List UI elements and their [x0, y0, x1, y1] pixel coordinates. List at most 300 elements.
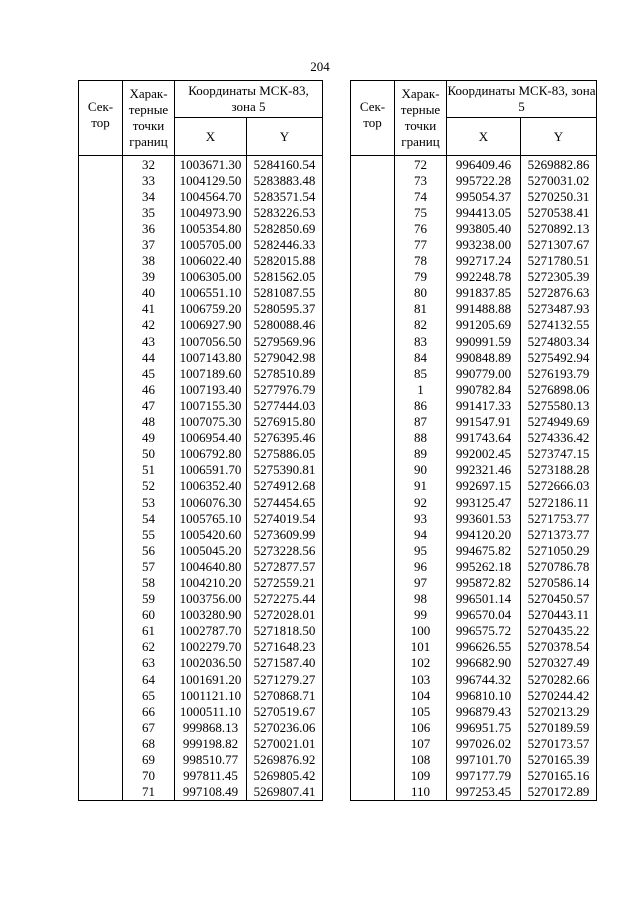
point-header: Харак-терные точки границ: [395, 81, 447, 156]
sector-cell: [79, 317, 123, 333]
table-row: [79, 430, 323, 446]
y-cell: 5270165.16: [521, 768, 597, 784]
table-row: [79, 269, 323, 285]
y-cell: 5270172.89: [521, 784, 597, 801]
point-cell: 65: [123, 687, 175, 703]
point-cell: 55: [123, 526, 175, 542]
table-row: [79, 768, 323, 784]
y-cell: 5284160.54: [247, 156, 323, 173]
x-cell: 992321.46: [447, 462, 521, 478]
table-row: [79, 671, 323, 687]
x-cell: 1006759.20: [175, 301, 247, 317]
table-row: [351, 188, 597, 204]
sector-cell: [351, 381, 395, 397]
point-cell: 92: [395, 494, 447, 510]
table-row: [351, 446, 597, 462]
y-cell: 5273188.28: [521, 462, 597, 478]
sector-cell: [351, 623, 395, 639]
y-cell: 5281087.55: [247, 285, 323, 301]
point-cell: 81: [395, 301, 447, 317]
point-cell: 38: [123, 253, 175, 269]
point-cell: 53: [123, 494, 175, 510]
y-cell: 5274803.34: [521, 333, 597, 349]
y-cell: 5269876.92: [247, 751, 323, 767]
table-row: [351, 687, 597, 703]
y-cell: 5269807.41: [247, 784, 323, 801]
table-row: [351, 397, 597, 413]
y-cell: 5275492.94: [521, 349, 597, 365]
sector-cell: [79, 768, 123, 784]
point-cell: 89: [395, 446, 447, 462]
table-row: [351, 156, 597, 173]
table-row: [351, 220, 597, 236]
x-cell: 996744.32: [447, 671, 521, 687]
table-row: [79, 719, 323, 735]
table-row: [79, 285, 323, 301]
x-cell: 1007056.50: [175, 333, 247, 349]
point-cell: 56: [123, 542, 175, 558]
x-cell: 990782.84: [447, 381, 521, 397]
sector-cell: [351, 301, 395, 317]
point-header: Харак-терные точки границ: [123, 81, 175, 156]
y-cell: 5270031.02: [521, 172, 597, 188]
sector-cell: [351, 751, 395, 767]
sector-cell: [351, 655, 395, 671]
sector-cell: [79, 639, 123, 655]
sector-cell: [79, 156, 123, 173]
table-row: [79, 446, 323, 462]
x-cell: 1007143.80: [175, 349, 247, 365]
x-cell: 1003280.90: [175, 607, 247, 623]
table-row: [79, 591, 323, 607]
table-row: [79, 542, 323, 558]
point-cell: 86: [395, 397, 447, 413]
x-cell: 1005045.20: [175, 542, 247, 558]
y-cell: 5273747.15: [521, 446, 597, 462]
table-row: [79, 607, 323, 623]
x-cell: 1006927.90: [175, 317, 247, 333]
x-cell: 996575.72: [447, 623, 521, 639]
table-row: [79, 784, 323, 801]
y-cell: 5271753.77: [521, 510, 597, 526]
x-cell: 991488.88: [447, 301, 521, 317]
point-cell: 66: [123, 703, 175, 719]
table-row: [351, 381, 597, 397]
y-cell: 5270519.67: [247, 703, 323, 719]
sector-cell: [79, 365, 123, 381]
point-cell: 62: [123, 639, 175, 655]
x-cell: 995262.18: [447, 558, 521, 574]
x-cell: 993238.00: [447, 236, 521, 252]
sector-cell: [79, 494, 123, 510]
table-row: [351, 317, 597, 333]
y-cell: 5271818.50: [247, 623, 323, 639]
table-row: [79, 156, 323, 173]
table-row: [79, 687, 323, 703]
sector-cell: [79, 204, 123, 220]
sector-cell: [79, 558, 123, 574]
point-cell: 71: [123, 784, 175, 801]
x-cell: 999868.13: [175, 719, 247, 735]
x-cell: 1006352.40: [175, 478, 247, 494]
point-cell: 98: [395, 591, 447, 607]
table-row: [351, 494, 597, 510]
sector-cell: [351, 526, 395, 542]
table-row: [79, 349, 323, 365]
y-cell: 5270538.41: [521, 204, 597, 220]
table-row: [351, 253, 597, 269]
table-row: [351, 784, 597, 801]
x-cell: 1007189.60: [175, 365, 247, 381]
point-cell: 48: [123, 414, 175, 430]
x-cell: 992697.15: [447, 478, 521, 494]
y-cell: 5271279.27: [247, 671, 323, 687]
y-cell: 5270236.06: [247, 719, 323, 735]
x-cell: 1004564.70: [175, 188, 247, 204]
x-cell: 990991.59: [447, 333, 521, 349]
sector-cell: [79, 285, 123, 301]
point-cell: 97: [395, 574, 447, 590]
sector-cell: [351, 397, 395, 413]
x-cell: 1000511.10: [175, 703, 247, 719]
sector-cell: [351, 446, 395, 462]
x-cell: 999198.82: [175, 735, 247, 751]
point-cell: 35: [123, 204, 175, 220]
y-cell: 5272877.57: [247, 558, 323, 574]
point-cell: 77: [395, 236, 447, 252]
x-cell: 1005420.60: [175, 526, 247, 542]
point-cell: 101: [395, 639, 447, 655]
point-cell: 75: [395, 204, 447, 220]
y-cell: 5274019.54: [247, 510, 323, 526]
table-row: [351, 574, 597, 590]
x-cell: 992002.45: [447, 446, 521, 462]
table-row: [79, 172, 323, 188]
x-cell: 992248.78: [447, 269, 521, 285]
x-cell: 995872.82: [447, 574, 521, 590]
sector-cell: [351, 639, 395, 655]
point-cell: 51: [123, 462, 175, 478]
table-row: [79, 623, 323, 639]
y-cell: 5271050.29: [521, 542, 597, 558]
point-cell: 36: [123, 220, 175, 236]
y-cell: 5280088.46: [247, 317, 323, 333]
y-cell: 5283571.54: [247, 188, 323, 204]
table-row: [79, 703, 323, 719]
x-cell: 996951.75: [447, 719, 521, 735]
y-cell: 5273487.93: [521, 301, 597, 317]
sector-cell: [79, 188, 123, 204]
y-cell: 5274949.69: [521, 414, 597, 430]
y-cell: 5275390.81: [247, 462, 323, 478]
sector-cell: [79, 671, 123, 687]
point-cell: 85: [395, 365, 447, 381]
point-cell: 105: [395, 703, 447, 719]
point-cell: 40: [123, 285, 175, 301]
table-row: [351, 719, 597, 735]
point-cell: 106: [395, 719, 447, 735]
y-cell: 5272305.39: [521, 269, 597, 285]
x-cell: 991547.91: [447, 414, 521, 430]
sector-cell: [79, 526, 123, 542]
sector-cell: [351, 220, 395, 236]
x-cell: 1004129.50: [175, 172, 247, 188]
point-cell: 95: [395, 542, 447, 558]
point-cell: 107: [395, 735, 447, 751]
point-cell: 44: [123, 349, 175, 365]
table-row: [351, 301, 597, 317]
sector-cell: [351, 269, 395, 285]
sector-cell: [79, 172, 123, 188]
table-row: [351, 478, 597, 494]
x-header: X: [447, 118, 521, 156]
sector-cell: [79, 510, 123, 526]
sector-cell: [351, 462, 395, 478]
y-cell: 5276898.06: [521, 381, 597, 397]
sector-cell: [79, 381, 123, 397]
y-cell: 5270021.01: [247, 735, 323, 751]
sector-cell: [351, 365, 395, 381]
table-row: [79, 510, 323, 526]
x-cell: 993601.53: [447, 510, 521, 526]
y-cell: 5270586.14: [521, 574, 597, 590]
coordinates-table-right: [350, 80, 597, 801]
sector-cell: [351, 542, 395, 558]
y-cell: 5283883.48: [247, 172, 323, 188]
x-cell: 994675.82: [447, 542, 521, 558]
x-cell: 996879.43: [447, 703, 521, 719]
sector-cell: [79, 735, 123, 751]
x-cell: 991417.33: [447, 397, 521, 413]
point-cell: 43: [123, 333, 175, 349]
x-cell: 1006591.70: [175, 462, 247, 478]
x-cell: 1006954.40: [175, 430, 247, 446]
x-cell: 1002279.70: [175, 639, 247, 655]
point-cell: 63: [123, 655, 175, 671]
y-cell: 5271648.23: [247, 639, 323, 655]
sector-cell: [79, 301, 123, 317]
point-cell: 46: [123, 381, 175, 397]
y-cell: 5273228.56: [247, 542, 323, 558]
table-row: [79, 655, 323, 671]
table-row: [351, 558, 597, 574]
coords-header: Координаты МСК-83, зона 5: [447, 81, 597, 118]
sector-cell: [79, 591, 123, 607]
x-cell: 997108.49: [175, 784, 247, 801]
sector-cell: [351, 430, 395, 446]
table-row: [79, 317, 323, 333]
table-body-right: [351, 156, 597, 801]
y-cell: 5270244.42: [521, 687, 597, 703]
point-cell: 100: [395, 623, 447, 639]
table-row: [79, 253, 323, 269]
y-cell: 5275886.05: [247, 446, 323, 462]
x-cell: 1006076.30: [175, 494, 247, 510]
sector-cell: [351, 236, 395, 252]
x-cell: 1006551.10: [175, 285, 247, 301]
point-cell: 84: [395, 349, 447, 365]
sector-cell: [79, 462, 123, 478]
table-row: [351, 655, 597, 671]
table-row: [79, 220, 323, 236]
y-cell: 5276915.80: [247, 414, 323, 430]
table-row: [79, 301, 323, 317]
sector-cell: [351, 703, 395, 719]
y-cell: 5279042.98: [247, 349, 323, 365]
y-cell: 5270165.39: [521, 751, 597, 767]
y-cell: 5272559.21: [247, 574, 323, 590]
sector-cell: [351, 671, 395, 687]
table-body-left: [79, 156, 323, 801]
table-row: [351, 607, 597, 623]
y-cell: 5276193.79: [521, 365, 597, 381]
point-cell: 87: [395, 414, 447, 430]
x-cell: 1001121.10: [175, 687, 247, 703]
x-cell: 1002787.70: [175, 623, 247, 639]
x-cell: 997811.45: [175, 768, 247, 784]
sector-cell: [79, 703, 123, 719]
sector-cell: [351, 285, 395, 301]
table-row: [79, 365, 323, 381]
point-cell: 88: [395, 430, 447, 446]
x-cell: 993805.40: [447, 220, 521, 236]
y-cell: 5269882.86: [521, 156, 597, 173]
table-row: [351, 735, 597, 751]
y-cell: 5282850.69: [247, 220, 323, 236]
x-cell: 1006305.00: [175, 269, 247, 285]
table-row: [79, 397, 323, 413]
y-cell: 5273609.99: [247, 526, 323, 542]
x-cell: 1007193.40: [175, 381, 247, 397]
point-cell: 41: [123, 301, 175, 317]
sector-cell: [79, 220, 123, 236]
sector-cell: [351, 204, 395, 220]
sector-cell: [351, 591, 395, 607]
y-cell: 5277444.03: [247, 397, 323, 413]
y-cell: 5270443.11: [521, 607, 597, 623]
x-cell: 994120.20: [447, 526, 521, 542]
point-cell: 54: [123, 510, 175, 526]
point-cell: 91: [395, 478, 447, 494]
point-cell: 76: [395, 220, 447, 236]
x-cell: 992717.24: [447, 253, 521, 269]
x-cell: 990779.00: [447, 365, 521, 381]
sector-cell: [79, 607, 123, 623]
table-row: [351, 462, 597, 478]
page-number: 204: [310, 59, 330, 74]
point-cell: 78: [395, 253, 447, 269]
table-row: [351, 414, 597, 430]
point-cell: 108: [395, 751, 447, 767]
table-row: [351, 430, 597, 446]
sector-cell: [351, 333, 395, 349]
point-cell: 68: [123, 735, 175, 751]
sector-cell: [351, 414, 395, 430]
point-cell: 58: [123, 574, 175, 590]
table-row: [351, 333, 597, 349]
point-cell: 80: [395, 285, 447, 301]
sector-cell: [351, 607, 395, 623]
sector-cell: [351, 188, 395, 204]
y-cell: 5270450.57: [521, 591, 597, 607]
table-row: [79, 478, 323, 494]
sector-cell: [351, 349, 395, 365]
x-cell: 996626.55: [447, 639, 521, 655]
x-cell: 1003756.00: [175, 591, 247, 607]
table-row: [79, 735, 323, 751]
x-cell: 996501.14: [447, 591, 521, 607]
point-cell: 33: [123, 172, 175, 188]
table-row: [351, 236, 597, 252]
table-row: [351, 623, 597, 639]
table-row: [79, 558, 323, 574]
table-row: [79, 188, 323, 204]
table-row: [351, 269, 597, 285]
y-cell: 5277976.79: [247, 381, 323, 397]
x-cell: 995054.37: [447, 188, 521, 204]
point-cell: 72: [395, 156, 447, 173]
table-row: [79, 639, 323, 655]
table-row: [79, 751, 323, 767]
point-cell: 61: [123, 623, 175, 639]
x-cell: 990848.89: [447, 349, 521, 365]
point-cell: 82: [395, 317, 447, 333]
x-cell: 1004973.90: [175, 204, 247, 220]
y-header: Y: [521, 118, 597, 156]
sector-cell: [79, 751, 123, 767]
y-cell: 5270282.66: [521, 671, 597, 687]
sector-cell: [79, 623, 123, 639]
y-cell: 5270786.78: [521, 558, 597, 574]
sector-cell: [351, 510, 395, 526]
sector-cell: [351, 478, 395, 494]
sector-cell: [79, 655, 123, 671]
table-row: [351, 526, 597, 542]
table-row: [79, 236, 323, 252]
y-cell: 5271587.40: [247, 655, 323, 671]
x-cell: 991837.85: [447, 285, 521, 301]
sector-cell: [79, 349, 123, 365]
table-row: [79, 204, 323, 220]
point-cell: 32: [123, 156, 175, 173]
table-row: [79, 462, 323, 478]
point-cell: 34: [123, 188, 175, 204]
sector-cell: [351, 784, 395, 801]
table-row: [351, 768, 597, 784]
sector-cell: [79, 784, 123, 801]
sector-cell: [79, 719, 123, 735]
sector-cell: [79, 397, 123, 413]
y-cell: 5270213.29: [521, 703, 597, 719]
table-row: [351, 510, 597, 526]
point-cell: 73: [395, 172, 447, 188]
point-cell: 1: [395, 381, 447, 397]
sector-cell: [351, 156, 395, 173]
x-header: X: [175, 118, 247, 156]
y-cell: 5270868.71: [247, 687, 323, 703]
y-cell: 5271780.51: [521, 253, 597, 269]
point-cell: 70: [123, 768, 175, 784]
table-row: [351, 172, 597, 188]
sector-cell: [79, 446, 123, 462]
x-cell: 1007075.30: [175, 414, 247, 430]
table-row: [351, 671, 597, 687]
point-cell: 52: [123, 478, 175, 494]
y-cell: 5274132.55: [521, 317, 597, 333]
point-cell: 50: [123, 446, 175, 462]
y-cell: 5271373.77: [521, 526, 597, 542]
point-cell: 90: [395, 462, 447, 478]
